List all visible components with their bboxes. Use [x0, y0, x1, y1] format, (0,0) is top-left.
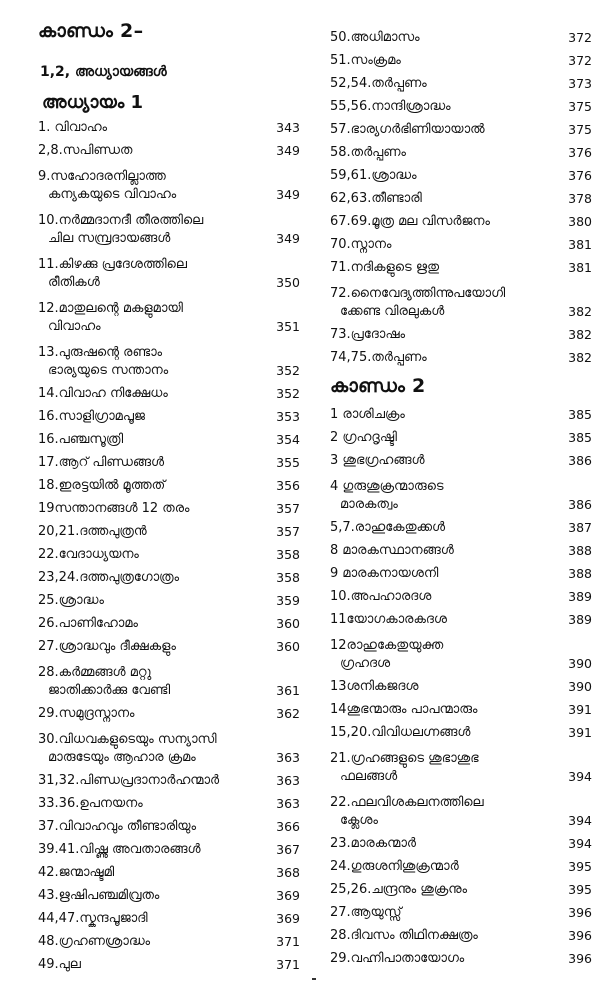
toc-entry-page: 354 [276, 432, 300, 447]
toc-entry-title-line: ക്കേണ്ട വിരലുകൾ [340, 304, 445, 319]
toc-entry-page: 366 [276, 819, 300, 834]
toc-entry-title [38, 933, 266, 951]
toc-entry [38, 522, 300, 541]
toc-entry-page: 390 [568, 679, 592, 694]
toc-entry [330, 587, 592, 606]
toc-entry-title-line: 22.ഫലവിശകലനത്തിലെ [330, 795, 484, 810]
part-heading: കാണ്ഡം 2– [38, 20, 144, 42]
toc-entry-title [330, 519, 558, 537]
toc-entry-page: 360 [276, 616, 300, 631]
toc-entry [38, 164, 300, 204]
toc-entry [38, 568, 300, 587]
toc-entry-page: 378 [568, 191, 592, 206]
toc-entry-title-line: മാരകത്വം [340, 497, 398, 512]
toc-entry [330, 790, 592, 830]
toc-entry-title-line: 30.വിധവകളുടെയും സന്യാസി [38, 732, 217, 747]
toc-entry-page: 362 [276, 706, 300, 721]
toc-entry-title [38, 841, 266, 859]
toc-entry-title-line: 28.കർമ്മങ്ങൾ മറ്റു [38, 665, 152, 680]
toc-entry-page: 396 [568, 951, 592, 966]
toc-entry [330, 564, 592, 583]
toc-entry-title [38, 864, 266, 882]
toc-entry [330, 166, 592, 185]
toc-entry-title-line: 10.നർമ്മദാനദീ തീരത്തിലെ [38, 213, 204, 228]
toc-entry [38, 340, 300, 380]
toc-entry [38, 840, 300, 859]
toc-entry-page: 367 [276, 842, 300, 857]
toc-entry [330, 518, 592, 537]
toc-entry-title [38, 910, 266, 928]
toc-entry-title-line: ക്ലേശം [340, 813, 378, 828]
toc-entry [38, 727, 300, 767]
toc-entry-page: 394 [568, 769, 592, 784]
toc-entry-title [330, 542, 558, 560]
toc-entry-title [38, 523, 266, 541]
toc-entry-title-line: 70.സ്നാനം [330, 237, 392, 252]
toc-entry-title-line: 11യോഗകാരകദശ [330, 612, 448, 627]
toc-entry-title-line: 59,61.ശ്രാദ്ധം [330, 168, 417, 183]
toc-entry-title-line: 39.41.വിഷ്ണു അവതാരങ്ങൾ [38, 842, 201, 857]
toc-entry-page: 382 [568, 327, 592, 342]
toc-entry [330, 746, 592, 786]
toc-entry-title [330, 167, 558, 185]
toc-entry-page: 375 [568, 99, 592, 114]
toc-entry [38, 453, 300, 472]
toc-entry [330, 541, 592, 560]
toc-entry [330, 723, 592, 742]
toc-entry-title [330, 29, 558, 47]
toc-entry-page: 355 [276, 455, 300, 470]
toc-entry [330, 926, 592, 945]
toc-entry-page: 396 [568, 928, 592, 943]
toc-entry-title-line: 26.പാണിഹോമം [38, 616, 138, 631]
toc-entry-title-line: 1 രാശിചക്രം [330, 407, 405, 422]
toc-entry-title [330, 52, 558, 70]
toc-entry-page: 372 [568, 53, 592, 68]
toc-entry [330, 235, 592, 254]
toc-entry-title [330, 429, 558, 447]
toc-entry-title-line: 44,47.സ്കന്ദപൂജാദി [38, 911, 148, 926]
toc-entry [38, 932, 300, 951]
toc-entry-page: 386 [568, 497, 592, 512]
toc-entry-title [330, 190, 558, 208]
toc-entry-title-line: 9.സഹോദരനില്ലാത്ത [38, 169, 166, 184]
toc-entry-title-line: 5,7.രാഹുകേതുക്കൾ [330, 520, 446, 535]
toc-entry-title-line: 10.അപഹാരദശ [330, 589, 432, 604]
toc-entry [330, 451, 592, 470]
toc-entry [38, 704, 300, 723]
toc-entry-page: 360 [276, 639, 300, 654]
toc-entry-title [330, 121, 558, 139]
toc-entry [38, 499, 300, 518]
toc-entry-page: 343 [276, 120, 300, 135]
toc-entry-title [330, 724, 558, 742]
toc-entry-page: 376 [568, 145, 592, 160]
toc-entry-title-line: 51.സംക്രമം [330, 53, 401, 68]
toc-entry [38, 614, 300, 633]
toc-entry-title [330, 750, 558, 786]
toc-entry-title-line: 1. വിവാഹം [38, 120, 108, 135]
toc-entry [38, 141, 300, 160]
chapter-heading: അധ്യായം 1 [42, 92, 144, 113]
toc-entry-title-line: 14.വിവാഹ നിക്ഷേധം [38, 386, 168, 401]
toc-entry-title [330, 701, 558, 719]
toc-entry-title-line: 25,26.ചന്ദ്രനും ശുക്രനും [330, 882, 468, 897]
toc-entry-title-line: മാരുടേയും ആഹാര ക്രമം [48, 750, 196, 765]
toc-entry-title-line: 42.ജന്മാഷ്ടമി [38, 865, 115, 880]
toc-entry-title [330, 858, 558, 876]
toc-entry-title [38, 256, 266, 292]
toc-entry-title-line: 13.പുരുഷന്റെ രണ്ടാം [38, 345, 163, 360]
toc-entry-title [330, 144, 558, 162]
toc-entry-page: 368 [276, 865, 300, 880]
toc-entry-title [330, 259, 558, 277]
toc-entry-page: 376 [568, 168, 592, 183]
toc-entry [330, 474, 592, 514]
toc-entry-title [38, 300, 266, 336]
toc-entry-page: 361 [276, 683, 300, 698]
toc-entry [38, 430, 300, 449]
toc-entry-page: 395 [568, 882, 592, 897]
toc-entry-title-line: 2 ഗ്രഹദൃഷ്ടി [330, 430, 397, 445]
toc-entry-title [38, 344, 266, 380]
toc-entry-title [38, 546, 266, 564]
section-subheading: 1,2, അധ്യായങ്ങൾ [40, 64, 167, 80]
toc-entry [330, 610, 592, 629]
toc-entry-page: 371 [276, 957, 300, 972]
toc-entry-page: 371 [276, 934, 300, 949]
toc-entry-title [330, 904, 558, 922]
toc-entry-title-line: 14ശുഭന്മാരും പാപന്മാരും [330, 702, 478, 717]
toc-entry [38, 817, 300, 836]
toc-entry-page: 389 [568, 612, 592, 627]
toc-entry-title [38, 168, 266, 204]
toc-entry-title-line: രീതികൾ [48, 275, 100, 290]
toc-entry-title-line: 29.വഹ്നിപാതായോഗം [330, 951, 465, 966]
toc-entry-page: 352 [276, 386, 300, 401]
toc-entry-title [38, 500, 266, 518]
page-mark [312, 978, 316, 980]
toc-entry [38, 118, 300, 137]
toc-entry-title-line: കന്യകയുടെ വിവാഹം [48, 187, 177, 202]
toc-entry-title [38, 956, 266, 974]
toc-entry-page: 388 [568, 566, 592, 581]
toc-entry-title-line: 67.69.മൂത്ര മല വിസർജനം [330, 214, 490, 229]
toc-entry-title-line: ജാതിക്കാർക്കു വേണ്ടി [48, 683, 171, 698]
toc-entry [38, 476, 300, 495]
toc-entry [38, 863, 300, 882]
toc-entry-title-line: 71.നദികളുടെ ഋതു [330, 260, 440, 275]
toc-entry-title [330, 950, 558, 968]
toc-entry-page: 388 [568, 543, 592, 558]
toc-entry [330, 700, 592, 719]
part-heading-2: കാണ്ഡം 2 [330, 375, 426, 397]
toc-entry [330, 281, 592, 321]
toc-entry-title-line: ഫലങ്ങൾ [340, 769, 398, 784]
toc-entry [38, 296, 300, 336]
toc-entry-page: 363 [276, 796, 300, 811]
toc-entry [330, 405, 592, 424]
toc-entry-title [38, 615, 266, 633]
toc-entry-title-line: 3 ശുഭഗ്രഹങ്ങൾ [330, 453, 425, 468]
toc-entry [330, 74, 592, 93]
toc-entry-page: 382 [568, 304, 592, 319]
toc-entry-title [38, 638, 266, 656]
toc-entry-page: 385 [568, 430, 592, 445]
toc-entry-page: 351 [276, 319, 300, 334]
toc-entry [38, 252, 300, 292]
toc-entry [38, 771, 300, 790]
toc-entry-page: 381 [568, 237, 592, 252]
toc-entry-title-line: ഗ്രഹദശ [340, 656, 391, 671]
toc-entry [330, 880, 592, 899]
toc-entry-title-line: 8 മാരകസ്ഥാനങ്ങൾ [330, 543, 454, 558]
toc-entry-page: 363 [276, 773, 300, 788]
toc-entry-title-line: വിവാഹം [48, 319, 101, 334]
toc-entry-page: 389 [568, 589, 592, 604]
toc-entry-page: 380 [568, 214, 592, 229]
toc-entry-title [38, 119, 266, 137]
toc-entry-title [38, 454, 266, 472]
toc-entry-page: 387 [568, 520, 592, 535]
toc-entry [38, 545, 300, 564]
toc-entry-page: 373 [568, 76, 592, 91]
toc-entry-title [330, 98, 558, 116]
toc-entry-title [38, 408, 266, 426]
toc-entry-title-line: 12രാഹുകേതുയുക്ത [330, 638, 444, 653]
toc-entry [330, 903, 592, 922]
toc-entry-title [330, 406, 558, 424]
toc-entry-title [38, 705, 266, 723]
toc-entry-page: 390 [568, 656, 592, 671]
toc-entry-title-line: 48.ഗ്രഹണശ്രാദ്ധം [38, 934, 151, 949]
toc-entry-title [330, 236, 558, 254]
toc-entry-page: 363 [276, 750, 300, 765]
toc-entry-title [330, 478, 558, 514]
toc-entry [38, 955, 300, 974]
toc-entry-title-line: 33.36.ഉപനയനം [38, 796, 143, 811]
toc-entry-title-line: ഭാര്യയുടെ സന്താനം [48, 363, 169, 378]
toc-entry-title [330, 452, 558, 470]
toc-entry-title-line: 16.പഞ്ചസൂത്രി [38, 432, 124, 447]
toc-entry [330, 28, 592, 47]
toc-entry-title-line: 21.ഗ്രഹങ്ങളുടെ ശുഭാശുഭ [330, 751, 479, 766]
toc-entry-title-line: 49.പുല [38, 957, 81, 972]
toc-entry-title-line: 23.മാരകന്മാർ [330, 836, 417, 851]
toc-entry-title-line: 12.മാതുലന്റെ മകളുമായി [38, 301, 184, 316]
toc-entry-page: 349 [276, 187, 300, 202]
toc-entry-page: 391 [568, 702, 592, 717]
toc-entry [38, 407, 300, 426]
toc-entry-title-line: 72.നൈവേദ്യത്തിന്നുപയോഗി [330, 286, 506, 301]
toc-entry-title-line: 74,75.തർപ്പണം [330, 350, 427, 365]
toc-entry-page: 349 [276, 231, 300, 246]
toc-entry-page: 349 [276, 143, 300, 158]
toc-entry-title-line: 24.ഗുരുശനിശുക്രന്മാർ [330, 859, 459, 874]
toc-entry-title-line: 58.തർപ്പണം [330, 145, 406, 160]
toc-entry [38, 794, 300, 813]
toc-entry [38, 384, 300, 403]
toc-entry-title-line: 29.സമുദ്രസ്നാനം [38, 706, 135, 721]
toc-entry-title [38, 385, 266, 403]
toc-entry-title [330, 835, 558, 853]
toc-entry-title-line: 15,20.വിവിധലഗ്നങ്ങൾ [330, 725, 471, 740]
toc-entry [38, 909, 300, 928]
toc-entry-page: 359 [276, 593, 300, 608]
toc-entry-title [38, 887, 266, 905]
toc-entry [330, 949, 592, 968]
toc-entry-title-line: 11.കിഴക്കു പ്രദേശത്തിലെ [38, 257, 187, 272]
toc-entry-title [38, 431, 266, 449]
toc-entry-page: 372 [568, 30, 592, 45]
toc-entry [330, 428, 592, 447]
toc-entry-page: 357 [276, 501, 300, 516]
toc-entry-page: 375 [568, 122, 592, 137]
toc-entry-title [330, 565, 558, 583]
toc-entry-title [330, 678, 558, 696]
toc-entry-page: 357 [276, 524, 300, 539]
toc-entry-page: 358 [276, 570, 300, 585]
toc-entry-title [38, 142, 266, 160]
toc-entry-title-line: 62,63.തീണ്ടാരി [330, 191, 422, 206]
toc-entry-title-line: 52,54.തർപ്പണം [330, 76, 427, 91]
toc-entry-title-line: 19സന്താനങ്ങൾ 12 തരം [38, 501, 190, 516]
toc-entry [38, 208, 300, 248]
toc-entry-title [330, 213, 558, 231]
toc-entry-title-line: 43.ഋഷിപഞ്ചമിവ്രതം [38, 888, 160, 903]
toc-entry-page: 369 [276, 911, 300, 926]
toc-entry [330, 325, 592, 344]
toc-entry-title [38, 664, 266, 700]
toc-entry-title-line: 55,56.നാന്ദിശ്രാദ്ധം [330, 99, 451, 114]
toc-entry-title-line: 27.ആയുസ്സ് [330, 905, 402, 920]
toc-entry-title [330, 794, 558, 830]
toc-entry [330, 857, 592, 876]
toc-entry [330, 143, 592, 162]
toc-entry-title-line: 31,32.പിണ്ഡപ്രദാനാർഹന്മാർ [38, 773, 220, 788]
toc-entry-title-line: 9 മാരകനായശനി [330, 566, 439, 581]
toc-entry-title [38, 592, 266, 610]
toc-entry-page: 369 [276, 888, 300, 903]
toc-entry-title-line: 57.ഭാര്യഗർഭിണിയായാൽ [330, 122, 485, 137]
toc-entry-title-line: 27.ശ്രാദ്ധവും ദീക്ഷകളും [38, 639, 176, 654]
toc-entry-title [330, 285, 558, 321]
toc-entry-title-line: 22.വേദാധ്യയനം [38, 547, 139, 562]
toc-entry-page: 386 [568, 453, 592, 468]
toc-entry-title-line: 23,24.ദത്തപുത്രഗോത്രം [38, 570, 180, 585]
toc-entry-page: 352 [276, 363, 300, 378]
toc-entry-page: 381 [568, 260, 592, 275]
toc-entry-title-line: 28.ദിവസം തിഥിനക്ഷത്രം [330, 928, 478, 943]
toc-entry-title-line: 4 ഗുരുശുക്രന്മാരുടെ [330, 479, 444, 494]
toc-entry-title-line: 20,21.ദത്തപുത്രൻ [38, 524, 147, 539]
toc-entry-title [38, 772, 266, 790]
toc-entry-title [38, 212, 266, 248]
toc-entry [330, 120, 592, 139]
toc-entry [330, 258, 592, 277]
toc-entry-title-line: 50.അധിമാസം [330, 30, 420, 45]
toc-entry [330, 97, 592, 116]
toc-entry-title [330, 611, 558, 629]
toc-entry [330, 51, 592, 70]
toc-entry-title [38, 477, 266, 495]
toc-entry-title [330, 349, 558, 367]
toc-entry [330, 633, 592, 673]
toc-entry-page: 396 [568, 905, 592, 920]
toc-entry-title [330, 881, 558, 899]
toc-entry-title [330, 637, 558, 673]
toc-entry [38, 886, 300, 905]
toc-entry [38, 637, 300, 656]
toc-entry-title [38, 569, 266, 587]
toc-entry-title-line: 13ശനികജദശ [330, 679, 419, 694]
toc-entry [38, 660, 300, 700]
toc-entry-title [330, 326, 558, 344]
toc-entry [38, 591, 300, 610]
toc-entry-page: 394 [568, 836, 592, 851]
toc-entry-title-line: 2,8.സപിണ്ഡത [38, 143, 133, 158]
toc-entry-page: 391 [568, 725, 592, 740]
toc-entry-title-line: 73.പ്രദോഷം [330, 327, 406, 342]
toc-entry-title-line: 18.ഇരട്ടയിൽ മൂത്തത് [38, 478, 166, 493]
toc-entry [330, 677, 592, 696]
toc-entry-page: 394 [568, 813, 592, 828]
toc-entry-page: 382 [568, 350, 592, 365]
toc-entry-title-line: 37.വിവാഹവും തീണ്ടാരിയും [38, 819, 197, 834]
toc-entry [330, 212, 592, 231]
toc-entry-title [330, 588, 558, 606]
toc-entry [330, 348, 592, 367]
toc-entry-title [38, 818, 266, 836]
toc-entry-title [330, 75, 558, 93]
toc-entry-title [38, 795, 266, 813]
toc-entry-page: 358 [276, 547, 300, 562]
toc-entry-page: 353 [276, 409, 300, 424]
toc-entry-title-line: 25.ശ്രാദ്ധം [38, 593, 104, 608]
toc-entry-title-line: 17.ആറ് പിണ്ഡങ്ങൾ [38, 455, 165, 470]
toc-entry-title [330, 927, 558, 945]
toc-entry-title [38, 731, 266, 767]
toc-entry [330, 834, 592, 853]
toc-entry-page: 385 [568, 407, 592, 422]
toc-entry [330, 189, 592, 208]
toc-entry-title-line: ചില സമ്പ്രദായങ്ങൾ [48, 231, 171, 246]
toc-entry-title-line: 16.സാളിഗ്രാമപൂജ [38, 409, 145, 424]
toc-entry-page: 356 [276, 478, 300, 493]
toc-entry-page: 350 [276, 275, 300, 290]
toc-entry-page: 395 [568, 859, 592, 874]
